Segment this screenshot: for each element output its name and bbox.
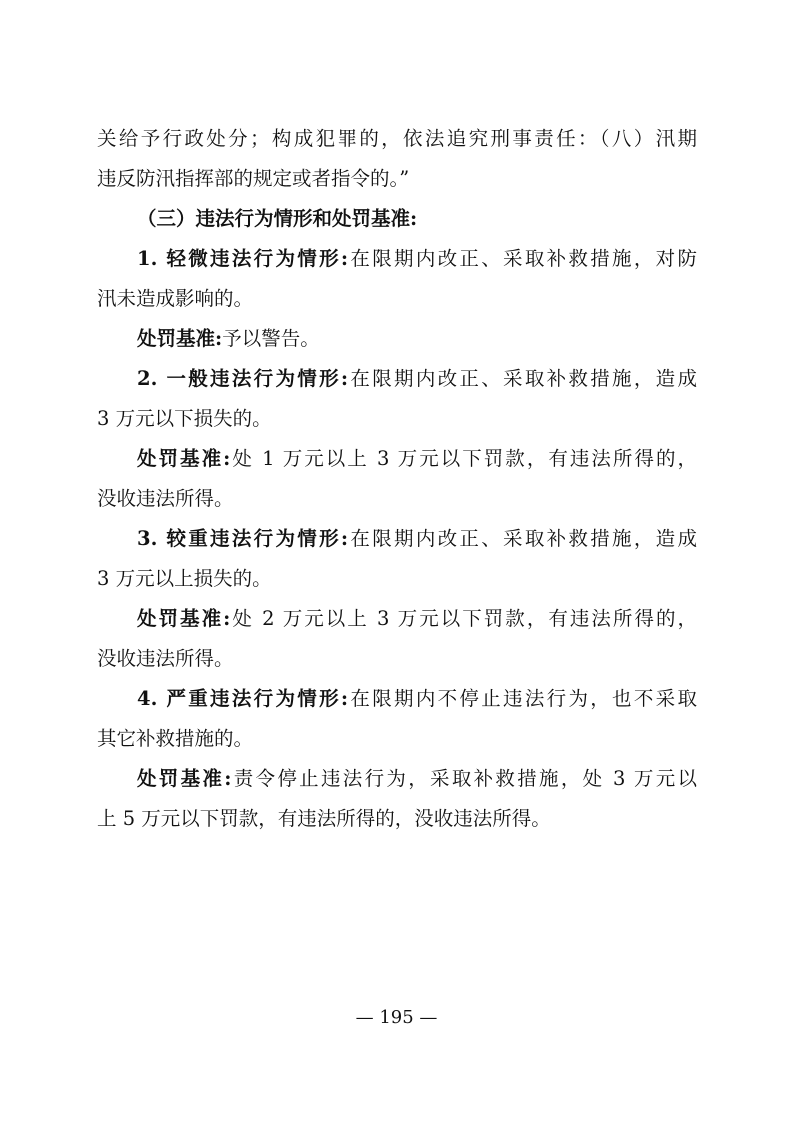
item-4-penalty-label: 处罚基准:	[137, 767, 232, 790]
item-1-penalty	[137, 325, 697, 353]
item-4-penalty-text: 责令停止违法行为，采取补救措施，处 3 万元以	[231, 767, 697, 790]
item-3-penalty	[137, 605, 697, 633]
item-1-text: 在限期内改正、采取补救措施，对防	[348, 247, 697, 270]
page-number: — 195 —	[355, 1007, 438, 1028]
item-4-line-1	[137, 685, 697, 713]
item-2-penalty	[137, 445, 697, 473]
item-3-line-1	[137, 525, 697, 553]
continuation-line-1: 关给予行政处分；构成犯罪的，依法追究刑事责任：（八）汛期	[97, 127, 697, 150]
item-2-penalty-text: 处 1 万元以上 3 万元以下罚款，有违法所得的，	[230, 447, 698, 470]
section-heading: （三）违法行为情形和处罚基准:	[137, 207, 418, 230]
item-2-line-1	[137, 365, 697, 393]
item-2-line-2: 3 万元以下损失的。	[97, 407, 272, 430]
item-3-text: 在限期内改正、采取补救措施，造成	[348, 527, 697, 550]
item-4-penalty-line-2: 上 5 万元以下罚款，有违法所得的，没收违法所得。	[97, 807, 551, 830]
item-2-penalty-line-2: 没收违法所得。	[97, 487, 234, 510]
item-2-label: 2. 一般违法行为情形:	[137, 367, 349, 390]
item-1-label: 1. 轻微违法行为情形:	[137, 247, 349, 270]
item-1-penalty-text: 予以警告。	[222, 327, 320, 350]
continuation-line-2: 违反防汛指挥部的规定或者指令的。”	[97, 167, 410, 190]
item-3-label: 3. 较重违法行为情形:	[137, 527, 349, 550]
item-2-penalty-label: 处罚基准:	[137, 447, 231, 470]
item-4-line-2: 其它补救措施的。	[97, 727, 254, 750]
item-1-line-2: 汛未造成影响的。	[97, 287, 254, 310]
item-4-label: 4. 严重违法行为情形:	[137, 687, 349, 710]
item-4-penalty	[137, 765, 697, 793]
item-3-penalty-label: 处罚基准:	[137, 607, 231, 630]
item-1-penalty-label: 处罚基准:	[137, 327, 223, 350]
item-3-penalty-text: 处 2 万元以上 3 万元以下罚款，有违法所得的，	[230, 607, 698, 630]
item-4-text: 在限期内不停止违法行为，也不采取	[348, 687, 697, 710]
item-2-text: 在限期内改正、采取补救措施，造成	[348, 367, 697, 390]
item-3-penalty-line-2: 没收违法所得。	[97, 647, 234, 670]
item-3-line-2: 3 万元以上损失的。	[97, 567, 272, 590]
item-1-line-1	[137, 245, 697, 273]
